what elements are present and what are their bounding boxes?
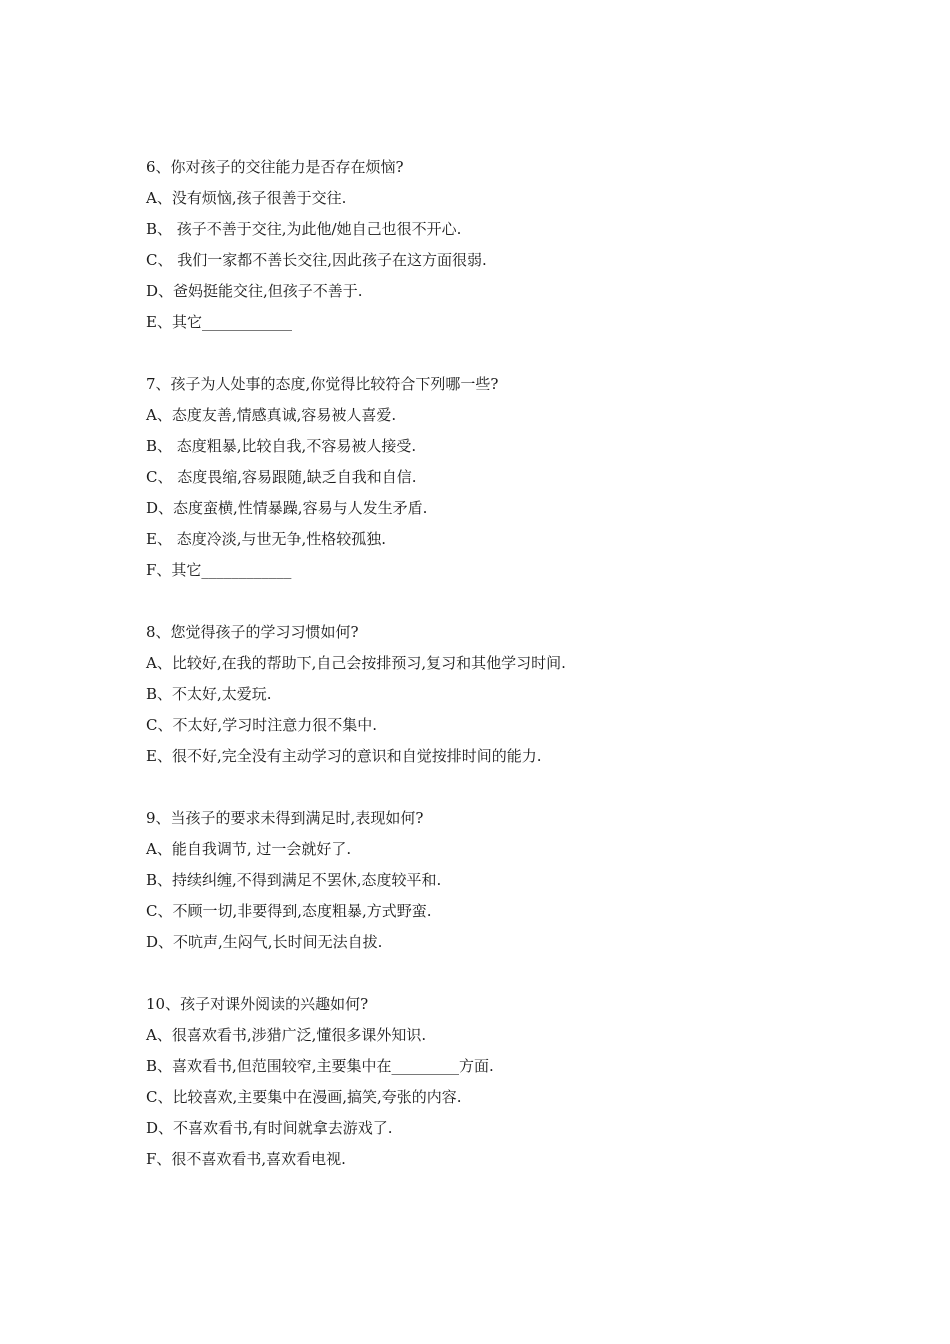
option-c: C、不太好,学习时注意力很不集中. <box>146 716 378 734</box>
option-d: D、不喜欢看书,有时间就拿去游戏了. <box>146 1119 393 1137</box>
question-8 <box>146 617 866 772</box>
option-b: B、不太好,太爱玩. <box>146 685 272 703</box>
option-f: F、其它____________ <box>146 561 292 579</box>
option-d: D、爸妈挺能交往,但孩子不善于. <box>146 282 363 300</box>
question-7 <box>146 369 866 586</box>
question-title: 9、当孩子的要求未得到满足时,表现如何? <box>146 809 424 827</box>
option-b: B、持续纠缠,不得到满足不罢休,态度较平和. <box>146 871 442 889</box>
option-a: A、能自我调节, 过一会就好了. <box>146 840 352 858</box>
option-a: A、比较好,在我的帮助下,自己会按排预习,复习和其他学习时间. <box>146 654 566 672</box>
question-title: 6、你对孩子的交往能力是否存在烦恼? <box>146 158 404 176</box>
question-title: 10、孩子对课外阅读的兴趣如何? <box>146 995 369 1013</box>
option-f: F、很不喜欢看书,喜欢看电视. <box>146 1150 346 1168</box>
question-9 <box>146 803 866 958</box>
option-c: C、比较喜欢,主要集中在漫画,搞笑,夸张的内容. <box>146 1088 462 1106</box>
option-c: C、 我们一家都不善长交往,因此孩子在这方面很弱. <box>146 251 487 269</box>
option-e: E、很不好,完全没有主动学习的意识和自觉按排时间的能力. <box>146 747 542 765</box>
option-d: D、不吭声,生闷气,长时间无法自拔. <box>146 933 383 951</box>
option-b: B、喜欢看书,但范围较窄,主要集中在_________方面. <box>146 1057 494 1075</box>
question-title: 8、您觉得孩子的学习习惯如何? <box>146 623 359 641</box>
option-a: A、没有烦恼,孩子很善于交往. <box>146 189 347 207</box>
option-a: A、很喜欢看书,涉猎广泛,懂很多课外知识. <box>146 1026 427 1044</box>
option-a: A、态度友善,情感真诚,容易被人喜爱. <box>146 406 397 424</box>
option-c: C、不顾一切,非要得到,态度粗暴,方式野蛮. <box>146 902 432 920</box>
option-d: D、态度蛮横,性情暴躁,容易与人发生矛盾. <box>146 499 428 517</box>
option-b: B、 孩子不善于交往,为此他/她自己也很不开心. <box>146 220 462 238</box>
option-b: B、 态度粗暴,比较自我,不容易被人接受. <box>146 437 417 455</box>
question-title: 7、孩子为人处事的态度,你觉得比较符合下列哪一些? <box>146 375 499 393</box>
option-c: C、 态度畏缩,容易跟随,缺乏自我和自信. <box>146 468 417 486</box>
question-6 <box>146 152 866 338</box>
questionnaire-page <box>146 152 866 1206</box>
question-10 <box>146 989 866 1175</box>
option-e: E、 态度冷淡,与世无争,性格较孤独. <box>146 530 387 548</box>
option-e: E、其它____________ <box>146 313 292 331</box>
